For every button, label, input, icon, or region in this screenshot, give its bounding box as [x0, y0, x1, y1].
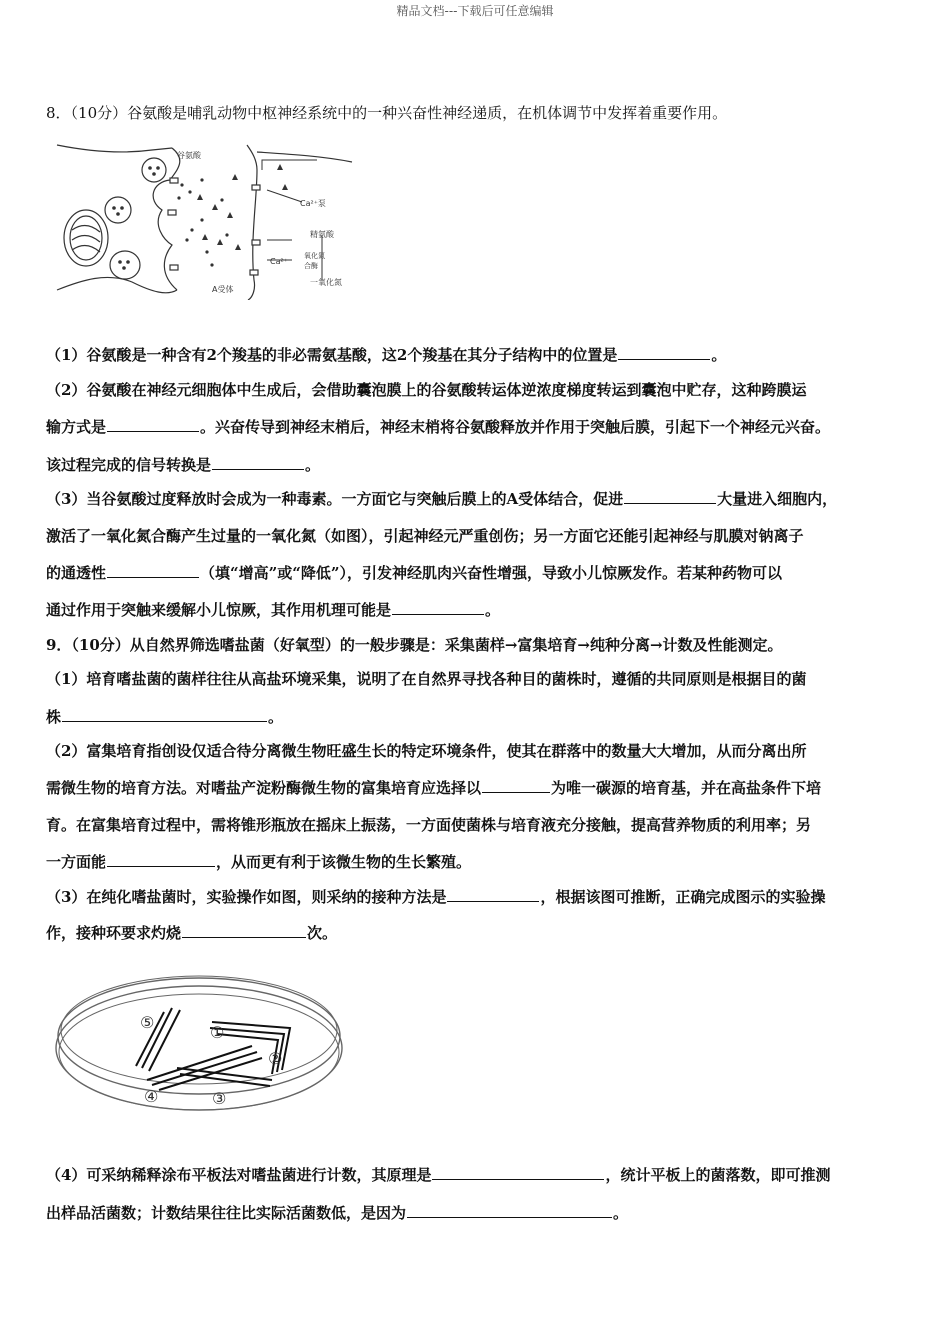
q8-part3a: （3）当谷氨酸过度释放时会成为一种毒素。一方面它与突触后膜上的A受体结合，促进 大量进入细胞内， — [46, 490, 838, 508]
q8-stem: 8．（10分）谷氨酸是哺乳动物中枢神经系统中的一种兴奋性神经递质，在机体调节中发挥着重要作用。 — [46, 104, 728, 122]
answer-blank[interactable] — [482, 791, 550, 793]
answer-blank[interactable] — [624, 502, 716, 504]
q8-part2b: 输方式是 。兴奋传导到神经末梢后，神经末梢将谷氨酸释放并作用于突触后膜，引起下一个神经元兴奋。 — [46, 418, 831, 436]
nos-label-2: 合酶 — [304, 262, 318, 270]
streak-label-1: ① — [210, 1023, 225, 1042]
q9-part3b: 作，接种环要求灼烧 次。 — [46, 924, 338, 942]
answer-blank[interactable] — [107, 576, 199, 578]
no-label: 一氧化氮 — [310, 278, 342, 287]
q9-part2c: 育。在富集培育过程中，需将锥形瓶放在摇床上振荡，一方面使菌株与培育液充分接触，提高营养物质的利用率；另 — [46, 816, 812, 834]
arginine-label: 精氨酸 — [310, 230, 334, 239]
glutamate-label: 谷氨酸 — [177, 151, 201, 160]
ca-pump-label: Ca²⁺泵 — [300, 199, 326, 208]
q9-part1a: （1）培育嗜盐菌的菌样往往从高盐环境采集，说明了在自然界寻找各种目的菌株时，遵循的共同原则是根据目的菌 — [46, 670, 807, 688]
q9-part3a: （3）在纯化嗜盐菌时，实验操作如图，则采纳的接种方法是 ，根据该图可推断，正确完成图示的实验操 — [46, 888, 826, 906]
answer-blank[interactable] — [62, 720, 267, 722]
synapse-figure — [52, 140, 357, 300]
answer-blank[interactable] — [432, 1178, 604, 1180]
answer-blank[interactable] — [107, 865, 215, 867]
q9-part4a: （4）可采纳稀释涂布平板法对嗜盐菌进行计数，其原理是 ，统计平板上的菌落数，即可推测 — [46, 1166, 831, 1184]
q9-part1b: 株 。 — [46, 708, 284, 726]
ca-label: Ca²⁺ — [270, 257, 288, 266]
q8-part3c: 的通透性 （填“增高”或“降低”），引发神经肌肉兴奋性增强，导致小儿惊厥发作。若某种药物可以 — [46, 564, 783, 582]
answer-blank[interactable] — [407, 1216, 612, 1218]
q9-part2d: 一方面能 ，从而更有利于该微生物的生长繁殖。 — [46, 853, 472, 871]
streak-label-3: ③ — [212, 1089, 227, 1108]
answer-blank[interactable] — [392, 613, 484, 615]
q9-part2b: 需微生物的培育方法。对嗜盐产淀粉酶微生物的富集培育应选择以 为唯一碳源的培育基，并在高盐条件下培 — [46, 779, 822, 797]
receptor-label: A受体 — [212, 285, 234, 294]
q9-stem: 9．（10分）从自然界筛选嗜盐菌（好氧型）的一般步骤是：采集菌样→富集培育→纯种分离→计数及性能测定。 — [46, 636, 783, 654]
answer-blank[interactable] — [212, 468, 304, 470]
q8-part2a: （2）谷氨酸在神经元细胞体中生成后，会借助囊泡膜上的谷氨酸转运体逆浓度梯度转运到囊泡中贮存，这种跨膜运 — [46, 381, 807, 399]
streak-label-4: ④ — [144, 1087, 159, 1106]
q8-part3d: 通过作用于突触来缓解小儿惊厥，其作用机理可能是 。 — [46, 601, 501, 619]
answer-blank[interactable] — [447, 900, 539, 902]
q9-part4b: 出样品活菌数；计数结果往往比实际活菌数低，是因为 。 — [46, 1204, 629, 1222]
nos-label-1: 氧化氮 — [304, 252, 325, 260]
streak-label-2: ② — [268, 1049, 283, 1068]
q8-part1: （1）谷氨酸是一种含有2个羧基的非必需氨基酸，这2个羧基在其分子结构中的位置是 。 — [46, 346, 727, 364]
petri-dish-figure — [52, 968, 347, 1120]
answer-blank[interactable] — [182, 936, 306, 938]
page-header: 精品文档---下载后可任意编辑 — [396, 4, 554, 18]
answer-blank[interactable] — [107, 430, 199, 432]
q9-part2a: （2）富集培育指创设仅适合待分离微生物旺盛生长的特定环境条件，使其在群落中的数量大大增加，从而分离出所 — [46, 742, 807, 760]
answer-blank[interactable] — [618, 358, 710, 360]
streak-label-5: ⑤ — [140, 1013, 155, 1032]
q8-part3b: 激活了一氧化氮合酶产生过量的一氧化氮（如图），引起神经元严重创伤；另一方面它还能引起神经与肌膜对钠离子 — [46, 527, 804, 545]
q8-part2c: 该过程完成的信号转换是 。 — [46, 456, 321, 474]
